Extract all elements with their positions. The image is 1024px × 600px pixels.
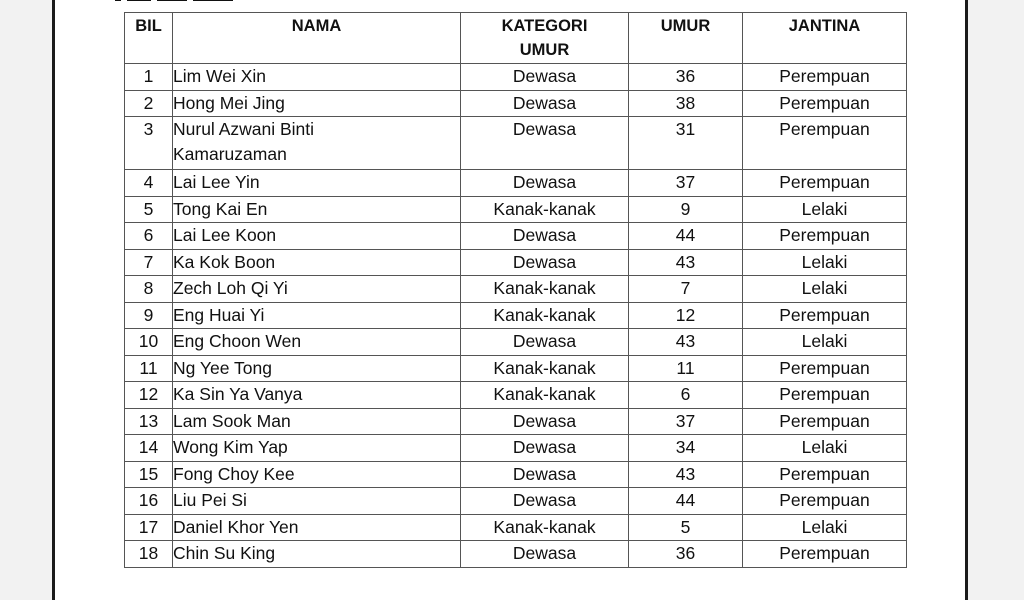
cell-jantina: Perempuan	[743, 302, 907, 329]
cell-nama-line1: Nurul Azwani Binti	[173, 119, 315, 139]
cell-kategori: Kanak-kanak	[461, 276, 629, 303]
cell-bil: 8	[125, 276, 173, 303]
header-kategori-line2: UMUR	[519, 41, 570, 59]
cell-jantina: Perempuan	[743, 223, 907, 250]
cell-bil: 4	[125, 170, 173, 197]
cell-umur: 43	[629, 249, 743, 276]
cell-umur: 36	[629, 541, 743, 568]
cell-jantina: Perempuan	[743, 488, 907, 515]
cell-kategori: Dewasa	[461, 90, 629, 117]
cell-umur: 5	[629, 514, 743, 541]
cell-jantina: Perempuan	[743, 541, 907, 568]
cell-jantina: Perempuan	[743, 64, 907, 91]
cell-umur: 43	[629, 329, 743, 356]
cell-jantina: Perempuan	[743, 90, 907, 117]
cell-jantina: Lelaki	[743, 276, 907, 303]
table-row	[125, 117, 907, 170]
cell-nama: Eng Huai Yi	[173, 302, 461, 329]
table-row	[125, 488, 907, 515]
header-umur: UMUR	[629, 13, 743, 64]
cell-jantina: Perempuan	[743, 461, 907, 488]
table-row	[125, 329, 907, 356]
cell-nama: Fong Choy Kee	[173, 461, 461, 488]
cell-bil: 2	[125, 90, 173, 117]
cell-nama	[173, 117, 461, 170]
cell-kategori: Kanak-kanak	[461, 514, 629, 541]
cell-kategori: Dewasa	[461, 117, 629, 170]
cell-umur: 38	[629, 90, 743, 117]
cropped-heading-fragment	[115, 0, 275, 2]
cell-bil: 10	[125, 329, 173, 356]
cell-umur: 9	[629, 196, 743, 223]
cell-kategori: Dewasa	[461, 488, 629, 515]
table-row	[125, 90, 907, 117]
header-kategori-line1: KATEGORI	[501, 17, 588, 35]
table-row	[125, 170, 907, 197]
cell-nama: Lim Wei Xin	[173, 64, 461, 91]
cell-bil: 5	[125, 196, 173, 223]
header-bil: BIL	[125, 13, 173, 64]
cell-kategori: Kanak-kanak	[461, 196, 629, 223]
cell-bil: 18	[125, 541, 173, 568]
cell-kategori: Kanak-kanak	[461, 355, 629, 382]
cell-jantina: Perempuan	[743, 117, 907, 170]
cell-umur: 11	[629, 355, 743, 382]
table-row	[125, 249, 907, 276]
cell-nama: Chin Su King	[173, 541, 461, 568]
cell-nama: Liu Pei Si	[173, 488, 461, 515]
cell-bil: 11	[125, 355, 173, 382]
document-page	[52, 0, 968, 600]
cell-nama: Ng Yee Tong	[173, 355, 461, 382]
cell-kategori: Dewasa	[461, 64, 629, 91]
table-body	[125, 64, 907, 568]
cell-jantina: Perempuan	[743, 382, 907, 409]
table-row	[125, 408, 907, 435]
cell-bil: 17	[125, 514, 173, 541]
table-row	[125, 355, 907, 382]
cell-umur: 43	[629, 461, 743, 488]
cell-kategori: Dewasa	[461, 249, 629, 276]
table-row	[125, 276, 907, 303]
cell-nama: Lam Sook Man	[173, 408, 461, 435]
cell-jantina: Lelaki	[743, 435, 907, 462]
cell-kategori: Dewasa	[461, 435, 629, 462]
cell-jantina: Lelaki	[743, 329, 907, 356]
cell-jantina: Perempuan	[743, 170, 907, 197]
cell-nama: Tong Kai En	[173, 196, 461, 223]
cell-bil: 6	[125, 223, 173, 250]
cell-nama: Lai Lee Yin	[173, 170, 461, 197]
cell-jantina: Lelaki	[743, 514, 907, 541]
cell-kategori: Kanak-kanak	[461, 302, 629, 329]
participant-table	[124, 12, 907, 568]
cell-jantina: Lelaki	[743, 249, 907, 276]
cell-umur: 37	[629, 408, 743, 435]
cell-jantina: Perempuan	[743, 355, 907, 382]
table-row	[125, 196, 907, 223]
cell-nama: Eng Choon Wen	[173, 329, 461, 356]
table-header-row	[125, 13, 907, 64]
header-kategori-umur	[461, 13, 629, 64]
cell-umur: 6	[629, 382, 743, 409]
cell-umur: 36	[629, 64, 743, 91]
cell-bil: 15	[125, 461, 173, 488]
cell-bil: 12	[125, 382, 173, 409]
cell-bil: 3	[125, 117, 173, 170]
table-row	[125, 514, 907, 541]
cell-bil: 9	[125, 302, 173, 329]
cell-bil: 13	[125, 408, 173, 435]
table-row	[125, 223, 907, 250]
table-row	[125, 435, 907, 462]
cell-umur: 12	[629, 302, 743, 329]
cell-jantina: Perempuan	[743, 408, 907, 435]
cell-umur: 44	[629, 488, 743, 515]
cell-nama: Lai Lee Koon	[173, 223, 461, 250]
cell-umur: 34	[629, 435, 743, 462]
cell-kategori: Dewasa	[461, 170, 629, 197]
cell-umur: 44	[629, 223, 743, 250]
table-row	[125, 64, 907, 91]
table-row	[125, 302, 907, 329]
table-row	[125, 541, 907, 568]
cell-nama: Wong Kim Yap	[173, 435, 461, 462]
cell-nama: Ka Sin Ya Vanya	[173, 382, 461, 409]
table-row	[125, 382, 907, 409]
cell-umur: 37	[629, 170, 743, 197]
header-nama: NAMA	[173, 13, 461, 64]
cell-bil: 14	[125, 435, 173, 462]
cell-nama: Daniel Khor Yen	[173, 514, 461, 541]
cell-nama: Hong Mei Jing	[173, 90, 461, 117]
cell-bil: 1	[125, 64, 173, 91]
cell-kategori: Dewasa	[461, 541, 629, 568]
cell-kategori: Dewasa	[461, 329, 629, 356]
cell-kategori: Dewasa	[461, 408, 629, 435]
header-jantina: JANTINA	[743, 13, 907, 64]
cell-nama: Ka Kok Boon	[173, 249, 461, 276]
cell-umur: 31	[629, 117, 743, 170]
cell-kategori: Dewasa	[461, 223, 629, 250]
cell-bil: 16	[125, 488, 173, 515]
table-row	[125, 461, 907, 488]
cell-bil: 7	[125, 249, 173, 276]
cell-nama-line2: Kamaruzaman	[173, 144, 287, 164]
cell-jantina: Lelaki	[743, 196, 907, 223]
cell-kategori: Kanak-kanak	[461, 382, 629, 409]
cell-nama: Zech Loh Qi Yi	[173, 276, 461, 303]
cell-umur: 7	[629, 276, 743, 303]
cell-kategori: Dewasa	[461, 461, 629, 488]
